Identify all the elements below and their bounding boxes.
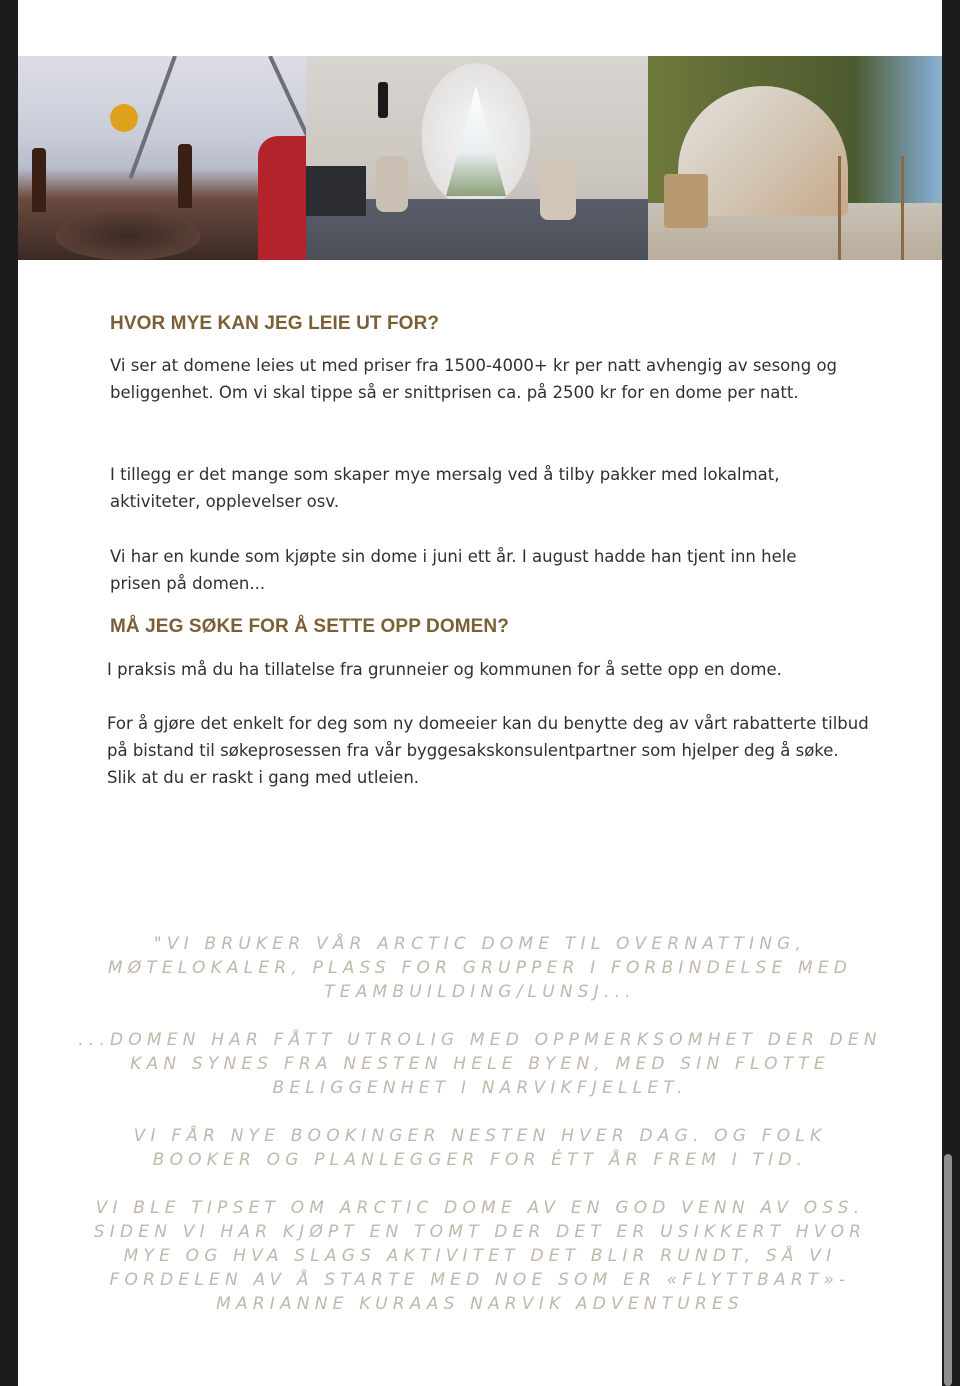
testimonial-paragraph: VI FÅR NYE BOOKINGER NESTEN HVER DAG. OG FOLK BOOKER OG PLANLEGGER FOR ÉTT ÅR FREM I TID.	[133, 1126, 827, 1170]
photo-gallery	[18, 56, 942, 260]
gallery-photo-interior[interactable]	[306, 56, 648, 260]
lamp	[378, 82, 388, 118]
paragraph-assistance: For å gjøre det enkelt for deg som ny domeeier kan du benytte deg av vårt rabatterte tilbud på bistand til søkeprosessen fra vår byggesakskonsulentpartner som hjelper deg å søke. Slik at du er raskt i gang med utleien.	[107, 714, 869, 787]
testimonial-paragraph: "VI BRUKER VÅR ARCTIC DOME TIL OVERNATTING, MØTELOKALER, PLASS FOR GRUPPER I FORBINDELSE MED TEAMBUILDING/LUNSJ...	[107, 934, 853, 1002]
flower	[110, 104, 138, 132]
chair	[376, 156, 408, 212]
gallery-photo-table[interactable]	[18, 56, 306, 260]
gallery-photo-exterior[interactable]	[648, 56, 942, 260]
sofa	[306, 166, 366, 216]
paragraph-prices: Vi ser at domene leies ut med priser fra 1500-4000+ kr per natt avhengig av sesong og beliggenhet. Om vi skal tippe så er snittprisen ca. på 2500 kr for en dome per natt.	[110, 356, 838, 402]
fence	[838, 156, 904, 260]
page	[18, 0, 942, 1386]
bottle	[32, 148, 46, 212]
dome-window	[446, 86, 506, 196]
paragraph-permit: I praksis må du ha tillatelse fra grunneier og kommunen for å sette opp en dome.	[107, 660, 782, 679]
bottle	[178, 144, 192, 208]
chair	[664, 174, 708, 228]
scrollbar-thumb[interactable]	[944, 1154, 952, 1386]
paragraph-customer-story: Vi har en kunde som kjøpte sin dome i juni ett år. I august hadde han tjent inn hele prisen på domen...	[110, 547, 797, 593]
section-heading-rental-price: HVOR MYE KAN JEG LEIE UT FOR?	[110, 313, 440, 334]
testimonial-paragraph-attribution: VI BLE TIPSET OM ARCTIC DOME AV EN GOD VENN AV OSS. SIDEN VI HAR KJØPT EN TOMT DER DET ER USIKKERT HVOR MYE OG HVA SLAGS AKTIVITET DET BLIR RUNDT, SÅ VI FORDELEN AV Å STARTE MED NOE SOM ER «FLYTTBART»- MARIANNE KURAAS NARVIK ADVENTURES	[93, 1198, 867, 1314]
paragraph-upsell: I tillegg er det mange som skaper mye mersalg ved å tilby pakker med lokalmat, aktiviteter, opplevelser osv.	[110, 465, 780, 511]
person-arm	[258, 136, 306, 260]
chair	[540, 160, 576, 220]
section-heading-permit: MÅ JEG SØKE FOR Å SETTE OPP DOMEN?	[110, 616, 509, 637]
testimonial-paragraph: ...DOMEN HAR FÅTT UTROLIG MED OPPMERKSOMHET DER DEN KAN SYNES FRA NESTEN HELE BYEN, MED SIN FLOTTE BELIGGENHET I NARVIKFJELLET.	[78, 1030, 882, 1098]
